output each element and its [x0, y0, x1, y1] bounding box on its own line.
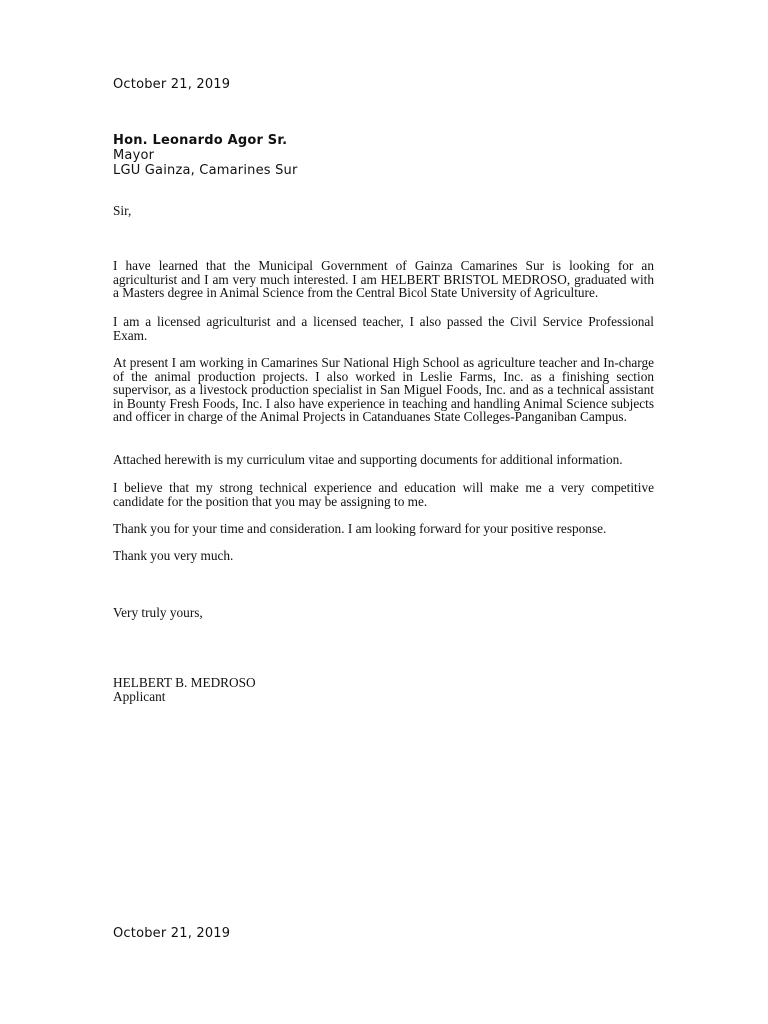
paragraph-competitive: I believe that my strong technical experience and education will make me a very competitive candidate for the position that you may be assigning to me. [113, 480, 654, 509]
recipient-office: LGU Gainza, Camarines Sur [113, 163, 298, 178]
recipient-title: Mayor [113, 148, 155, 163]
signature-block [113, 676, 654, 703]
signature-name: HELBERT B. MEDROSO [113, 675, 256, 690]
letter-date: October 21, 2019 [113, 77, 231, 92]
footer-date: October 21, 2019 [113, 926, 231, 941]
paragraph-attachments: Attached herewith is my curriculum vitae and supporting documents for additional information. [113, 452, 623, 467]
recipient-block [113, 133, 654, 178]
signature-role: Applicant [113, 688, 166, 704]
closing: Very truly yours, [113, 605, 203, 620]
salutation: Sir, [113, 203, 132, 218]
paragraph-experience: At present I am working in Camarines Sur National High School as agriculture teacher and In-charge of the animal production projects. I also worked in Leslie Farms, Inc. as a finishing section supervisor, as a livestock production specialist in San Miguel Foods, Inc. and as a technical assistant in Bounty Fresh Foods, Inc. I also have experience in teaching and handling Animal Science subjects and officer in charge of the Animal Projects in Catanduanes State Colleges-Panganiban Campus. [113, 355, 654, 425]
paragraph-interest: I have learned that the Municipal Government of Gainza Camarines Sur is looking for an agriculturist and I am very much interested. I am HELBERT BRISTOL MEDROSO, graduated with a Masters degree in Animal Science from the Central Bicol State University of Agriculture. [113, 258, 654, 301]
paragraph-licenses: I am a licensed agriculturist and a licensed teacher, I also passed the Civil Service Professional Exam. [113, 314, 654, 343]
paragraph-thanks-consideration: Thank you for your time and consideration. I am looking forward for your positive response. [113, 521, 607, 536]
recipient-name: Hon. Leonardo Agor Sr. [113, 133, 288, 148]
paragraph-thank-you: Thank you very much. [113, 548, 234, 563]
